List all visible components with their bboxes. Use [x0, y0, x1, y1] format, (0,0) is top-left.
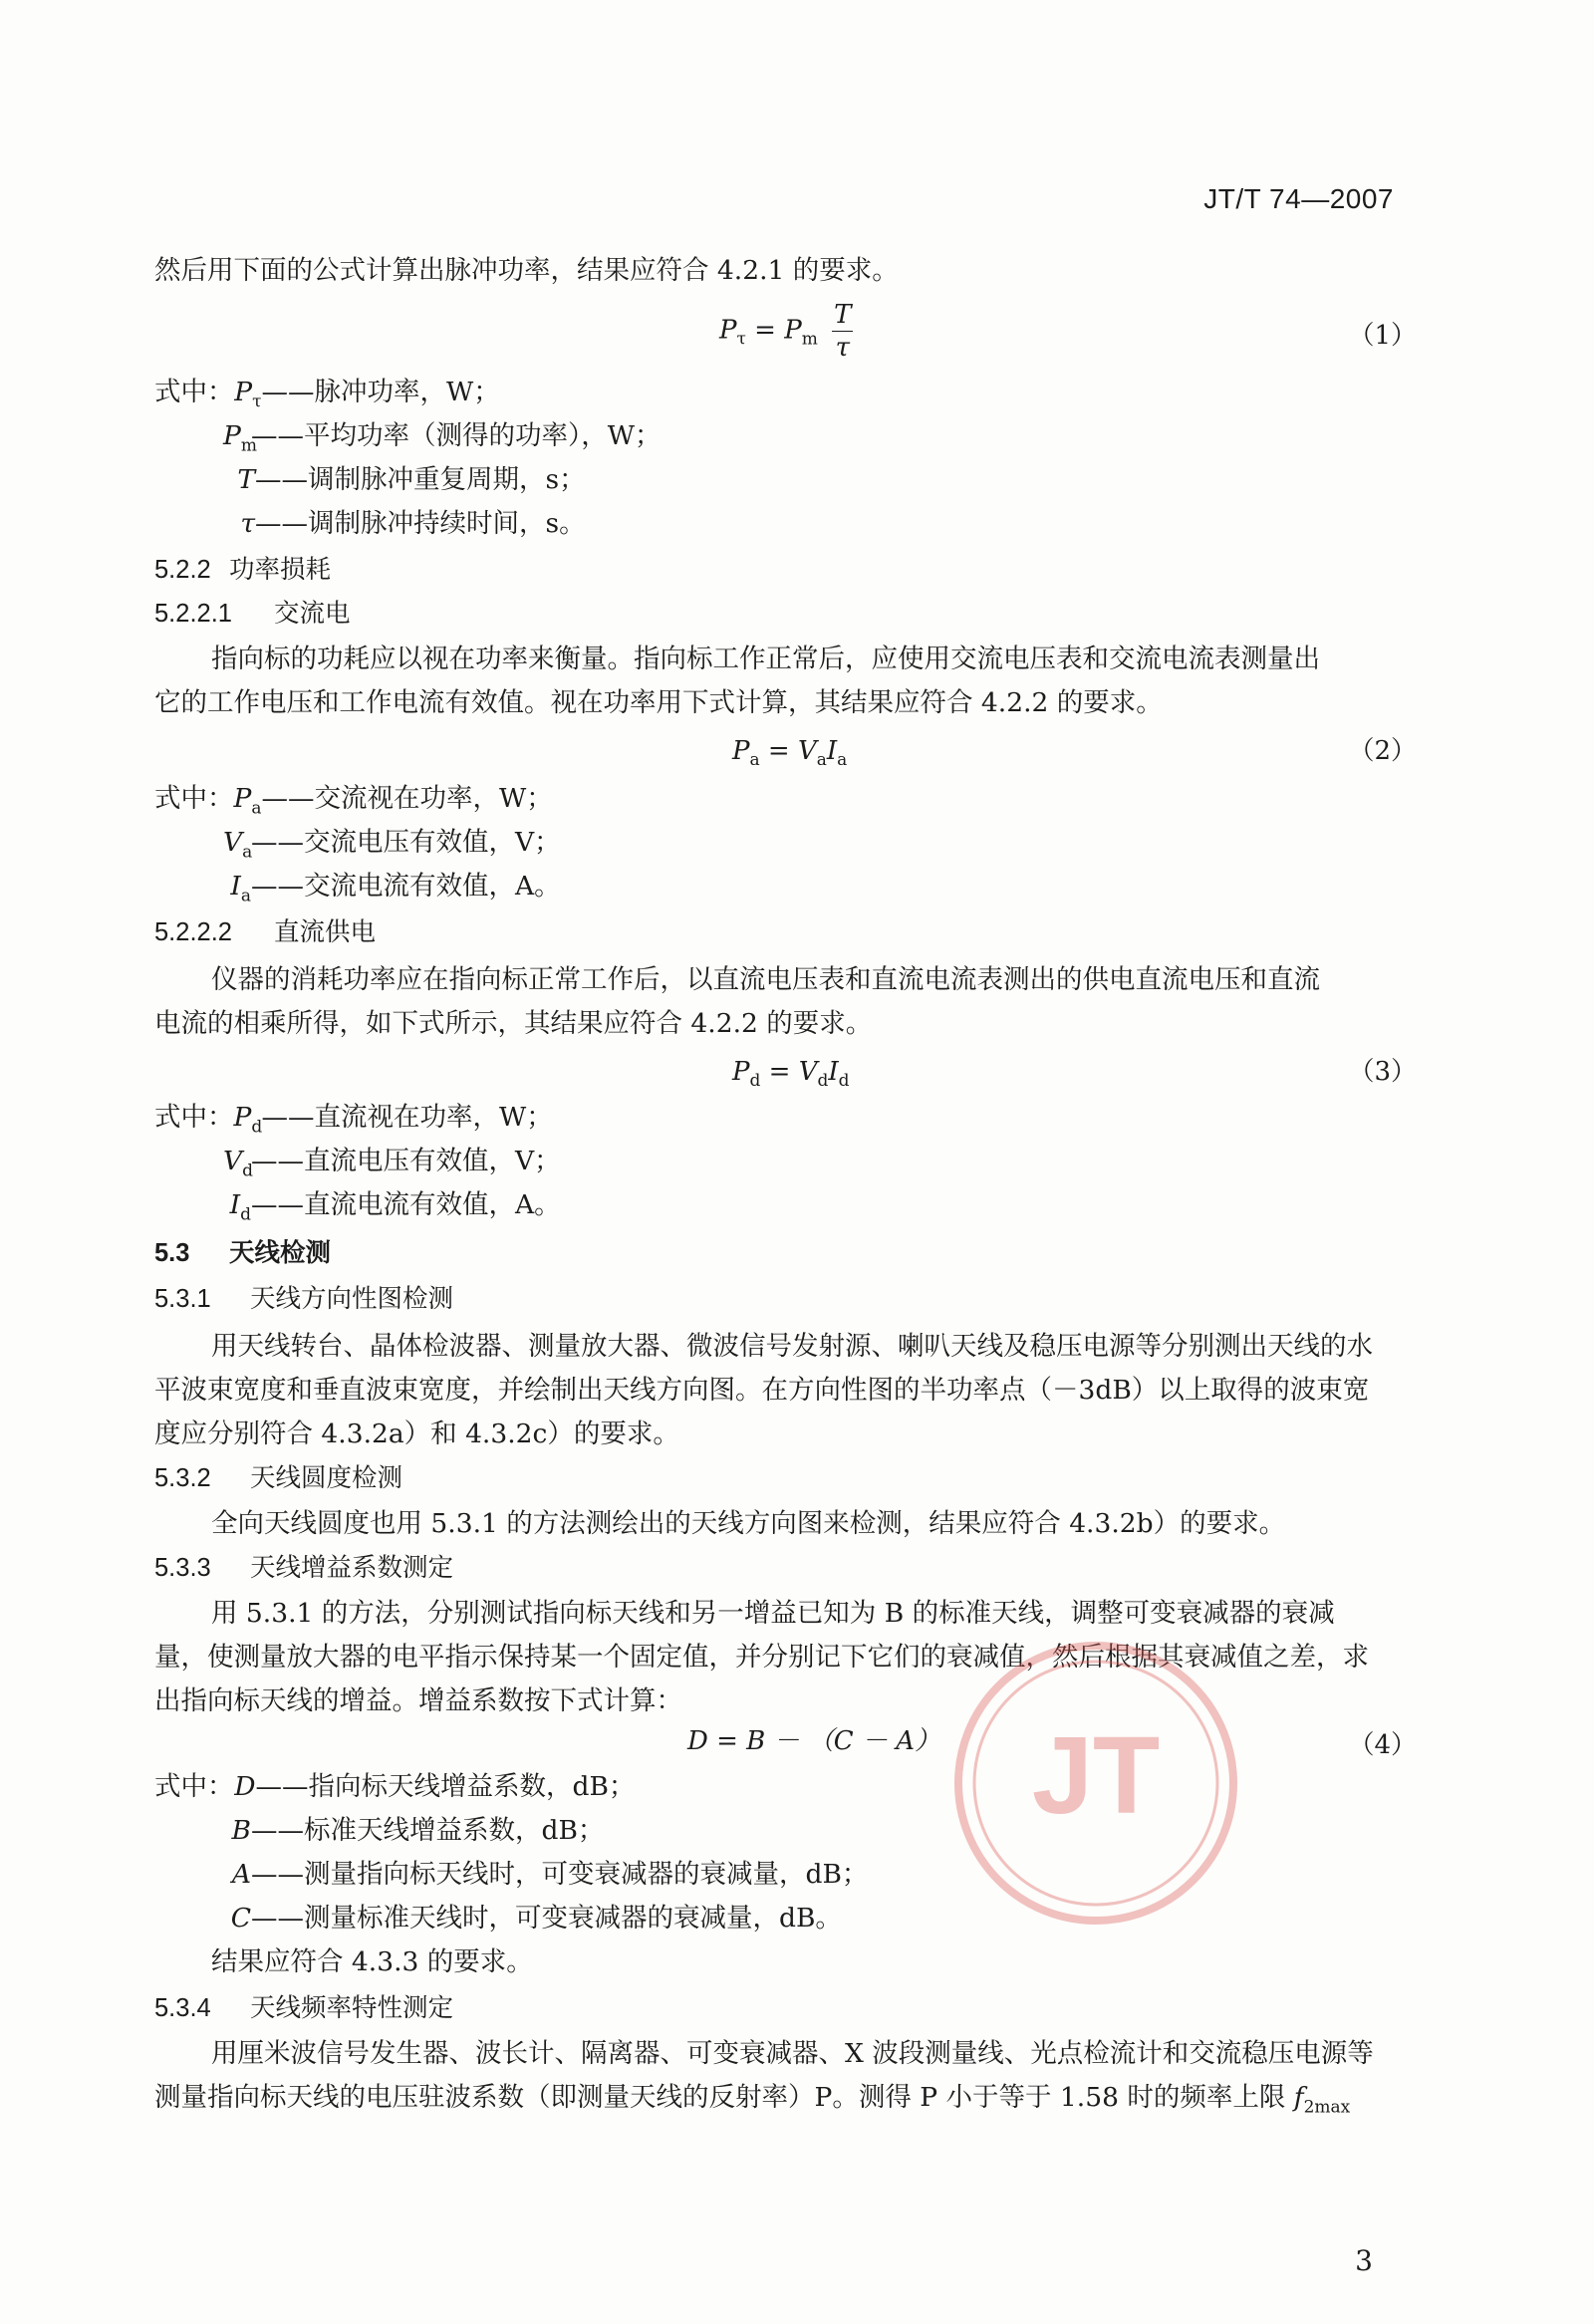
jt-stamp-watermark: [946, 1634, 1245, 1933]
where-item: C——测量标准天线时，可变衰减器的衰减量，dB。: [230, 1903, 842, 1934]
paragraph-line: 仪器的消耗功率应在指向标正常工作后，以直流电压表和直流电流表测出的供电直流电压和直流: [211, 964, 1320, 995]
where-item: B——标准天线增益系数，dB；: [231, 1815, 605, 1846]
where-item: 式中：$P_\tau——$脉冲功率，W；: [154, 377, 500, 412]
where-item: $V_a——$交流电压有效值，V；: [223, 827, 561, 863]
section-heading-5-2-2: 5.2.2 功率损耗: [154, 556, 332, 584]
formula-3: $P_d = V_dI_d$: [732, 1057, 850, 1092]
section-heading-5-3-2: 5.3.2 天线圆度检测: [154, 1464, 403, 1492]
formula-2: $P_a = V_aI_a$: [732, 736, 848, 771]
paragraph-line: 用厘米波信号发生器、波长计、隔离器、可变衰减器、X 波段测量线、光点检流计和交流稳压电源等: [211, 2038, 1374, 2069]
where-item: 式中：D——指向标天线增益系数，dB；: [154, 1771, 636, 1802]
standard-code: JT/T 74—2007: [1203, 183, 1394, 214]
paragraph-line: 测量指向标天线的电压驻波系数（即测量天线的反射率）P。测得 P 小于等于 1.58 时的频率上限 $f_{2max}$: [154, 2082, 1351, 2118]
fraction: $\frac{T}{\tau}$: [834, 300, 852, 363]
paragraph-line: 用 5.3.1 的方法，分别测试指向标天线和另一增益已知为 B 的标准天线，调整可变衰减器的衰减: [211, 1598, 1335, 1629]
intro-paragraph: 然后用下面的公式计算出脉冲功率，结果应符合 4.2.1 的要求。: [154, 255, 899, 286]
where-item: 式中：$P_a——$交流视在功率，W；: [154, 783, 553, 819]
where-item: τ——调制脉冲持续时间，s。: [240, 508, 586, 539]
section-heading-5-3-1: 5.3.1 天线方向性图检测: [154, 1285, 454, 1313]
paragraph-line: 结果应符合 4.3.3 的要求。: [211, 1946, 533, 1977]
page-number: 3: [1355, 2244, 1373, 2277]
section-heading-5-3: 5.3 天线检测: [154, 1239, 332, 1267]
paragraph-line: 指向标的功耗应以视在功率来衡量。指向标工作正常后，应使用交流电压表和交流电流表测量出: [211, 644, 1320, 674]
svg-text:JT: JT: [1031, 1714, 1161, 1837]
section-heading-5-2-2-2: 5.2.2.2 直流供电: [154, 918, 377, 946]
formula-1: $P_\tau = P_m$ $\frac{T}{\tau}$: [719, 300, 852, 363]
paragraph-line: 量，使测量放大器的电平指示保持某一个固定值，并分别记下它们的衰减值，然后根据其衰减值之差，求: [154, 1642, 1369, 1673]
paragraph-line: 它的工作电压和工作电流有效值。视在功率用下式计算，其结果应符合 4.2.2 的要求。: [154, 687, 1163, 718]
where-item: $V_d——$直流电压有效值，V；: [223, 1146, 561, 1181]
paragraph-line: 出指向标天线的增益。增益系数按下式计算：: [154, 1685, 682, 1716]
section-heading-5-3-3: 5.3.3 天线增益系数测定: [154, 1554, 454, 1582]
equation-number-1: （1）: [1348, 321, 1417, 351]
where-item: A——测量指向标天线时，可变衰减器的衰减量，dB；: [231, 1859, 869, 1890]
where-item: $I_a——$交流电流有效值，A。: [230, 871, 561, 906]
paragraph-line: 平波束宽度和垂直波束宽度，并绘制出天线方向图。在方向性图的半功率点（－3dB）以上取得的波束宽: [154, 1375, 1370, 1406]
paragraph-line: 电流的相乘所得，如下式所示，其结果应符合 4.2.2 的要求。: [154, 1008, 873, 1039]
equation-number-4: （4）: [1348, 1730, 1417, 1760]
formula-4: D = B － （C － A）: [687, 1726, 940, 1756]
where-item: T——调制脉冲重复周期，s；: [237, 464, 586, 495]
where-item: $I_d——$直流电流有效值，A。: [229, 1189, 561, 1225]
section-heading-5-3-4: 5.3.4 天线频率特性测定: [154, 1994, 454, 2022]
paragraph-line: 度应分别符合 4.3.2a）和 4.3.2c）的要求。: [154, 1419, 679, 1449]
paragraph-line: 用天线转台、晶体检波器、测量放大器、微波信号发射源、喇叭天线及稳压电源等分别测出天线的水: [211, 1331, 1373, 1362]
where-item: $P_m——$平均功率（测得的功率），W；: [223, 420, 662, 456]
paragraph-line: 全向天线圆度也用 5.3.1 的方法测绘出的天线方向图来检测，结果应符合 4.3.2b）的要求。: [211, 1508, 1286, 1539]
equation-number-3: （3）: [1348, 1057, 1417, 1087]
equation-number-2: （2）: [1348, 736, 1417, 766]
where-item: 式中：$P_d——$直流视在功率，W；: [154, 1102, 553, 1138]
section-heading-5-2-2-1: 5.2.2.1 交流电: [154, 600, 351, 628]
